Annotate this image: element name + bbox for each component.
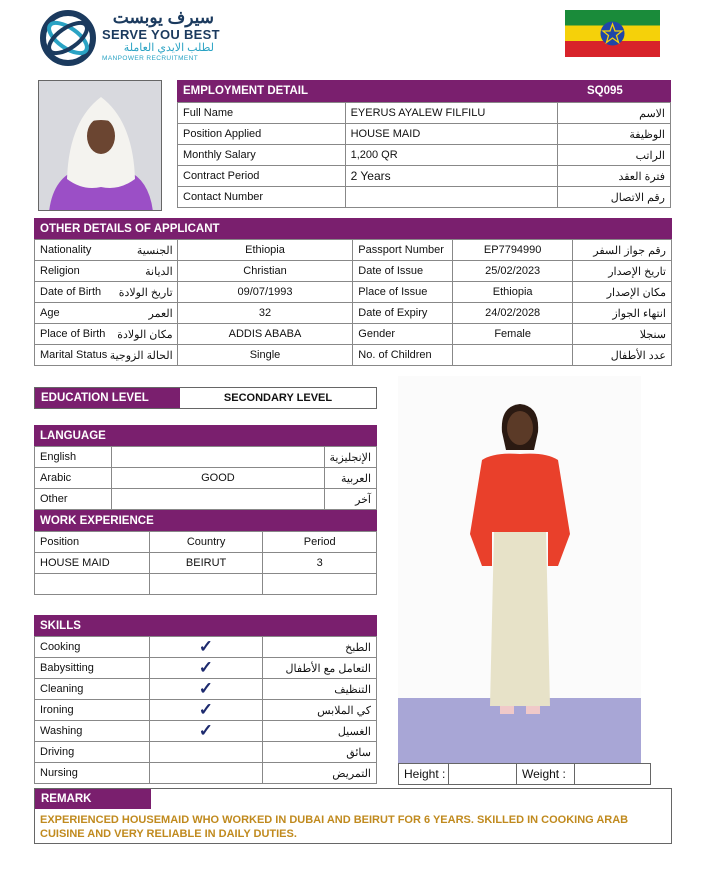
employment-label: Contract Period [178,166,346,187]
checkmark-icon [149,763,262,784]
measurements-row [398,763,651,785]
other-details-row [35,324,672,345]
other-value-2: 25/02/2023 [453,261,573,282]
applicant-code: SQ095 [587,85,623,97]
other-label: Religion [40,265,80,277]
language-row [35,447,377,468]
education-level-row [34,387,377,409]
employment-arabic-label: فترة العقد [558,166,671,187]
skill-label: Ironing [35,700,150,721]
language-arabic-label: الإنجليزية [324,447,377,468]
work-cell: HOUSE MAID [35,553,150,574]
applicant-full-body-photo [398,376,641,763]
weight-value [575,764,650,784]
other-value-2: 24/02/2028 [453,303,573,324]
other-value-2: EP7794990 [453,240,573,261]
checkmark-icon: ✓ [149,721,262,742]
skills-table [34,636,377,784]
work-column-header: Period [263,532,377,553]
language-arabic-label: العربية [324,468,377,489]
skill-row [35,637,377,658]
other-arabic-label: تاريخ الولادة [118,287,173,299]
work-cell [149,574,263,595]
other-label: Date of Birth [40,286,102,298]
skill-label: Cooking [35,637,150,658]
employment-value [345,187,558,208]
other-details-row [35,345,672,366]
other-arabic-label-2: انتهاء الجواز [573,303,672,324]
employment-row [178,145,671,166]
other-value-2 [453,345,573,366]
other-details-header: OTHER DETAILS OF APPLICANT [34,218,672,239]
skill-row [35,679,377,700]
employment-label: Position Applied [178,124,346,145]
employment-detail-table [177,102,671,208]
skill-arabic-label: الغسيل [263,721,377,742]
other-arabic-label-2: عدد الأطفال [573,345,672,366]
employment-detail-title: EMPLOYMENT DETAIL [183,85,309,97]
skill-arabic-label: الطبخ [263,637,377,658]
employment-row [178,187,671,208]
education-level-label: EDUCATION LEVEL [35,388,180,408]
logo-english-title: SERVE YOU BEST [102,27,220,42]
other-label-2: Place of Issue [353,282,453,303]
logo-subtitle: MANPOWER RECRUITMENT [102,55,199,62]
other-label-2: Gender [353,324,453,345]
language-label: Other [35,489,112,510]
work-row [35,553,377,574]
language-table [34,446,377,510]
work-cell [35,574,150,595]
language-row [35,468,377,489]
language-level [112,489,324,510]
other-label-pair [35,282,178,303]
weight-label: Weight : [517,764,575,784]
employment-label: Full Name [178,103,346,124]
height-value [449,764,517,784]
skills-header: SKILLS [34,615,377,636]
employment-detail-section [177,80,671,208]
other-details-row [35,282,672,303]
employment-arabic-label: الراتب [558,145,671,166]
skill-label: Cleaning [35,679,150,700]
other-arabic-label: الجنسية [136,245,173,257]
employment-detail-header [177,80,671,102]
other-label: Marital Status [40,349,108,361]
other-label-pair [35,303,178,324]
checkmark-icon: ✓ [149,658,262,679]
other-arabic-label-2: رقم جواز السفر [573,240,672,261]
employment-row [178,124,671,145]
ethiopia-flag-icon [565,10,660,57]
other-arabic-label: الحالة الزوجية [109,350,173,362]
employment-arabic-label: الوظيفة [558,124,671,145]
remark-header: REMARK [35,789,151,809]
other-arabic-label: الديانة [145,266,173,278]
other-details-row [35,261,672,282]
employment-label: Contact Number [178,187,346,208]
skill-row [35,763,377,784]
other-label-2: Passport Number [353,240,453,261]
work-cell [263,574,377,595]
skill-arabic-label: التعامل مع الأطفال [263,658,377,679]
company-logo [38,10,228,66]
other-arabic-label-2: تاريخ الإصدار [573,261,672,282]
other-arabic-label: مكان الولادة [117,329,173,341]
other-details-section [34,218,672,366]
other-value-2: Ethiopia [453,282,573,303]
other-label-2: Date of Issue [353,261,453,282]
skill-label: Driving [35,742,150,763]
employment-value: EYERUS AYALEW FILFILU [345,103,558,124]
other-arabic-label-2: مكان الإصدار [573,282,672,303]
employment-row [178,166,671,187]
other-label-pair [35,324,178,345]
other-label: Age [40,307,60,319]
skill-label: Nursing [35,763,150,784]
employment-value: HOUSE MAID [345,124,558,145]
other-label-pair [35,345,178,366]
other-value: 09/07/1993 [177,282,353,303]
other-details-table [34,239,672,366]
employment-arabic-label: الاسم [558,103,671,124]
remark-text: EXPERIENCED HOUSEMAID WHO WORKED IN DUBAI AND BEIRUT FOR 6 YEARS. SKILLED IN COOKING ARAB CUISINE AND VERY RELIABLE IN DAILY DUTIES. [40,814,629,840]
work-row [35,574,377,595]
logo-arabic-subtitle: لطلب الايدي العاملة [123,42,214,54]
employment-row [178,103,671,124]
other-label-pair [35,240,178,261]
work-column-header: Position [35,532,150,553]
other-value: Ethiopia [177,240,353,261]
skill-row [35,742,377,763]
logo-arabic-title: سيرف يوبست [112,8,214,27]
work-cell: 3 [263,553,377,574]
checkmark-icon: ✓ [149,700,262,721]
other-label-pair [35,261,178,282]
skill-row [35,721,377,742]
other-value: Christian [177,261,353,282]
skill-arabic-label: كي الملابس [263,700,377,721]
work-header-row [35,532,377,553]
skill-label: Washing [35,721,150,742]
height-label: Height : [399,764,449,784]
language-label: English [35,447,112,468]
other-arabic-label: العمر [148,308,173,320]
employment-label: Monthly Salary [178,145,346,166]
other-details-row [35,303,672,324]
checkmark-icon: ✓ [149,637,262,658]
skill-row [35,700,377,721]
skill-arabic-label: سائق [263,742,377,763]
work-cell: BEIRUT [149,553,263,574]
other-arabic-label-2: سنجلا [573,324,672,345]
work-column-header: Country [149,532,263,553]
language-row [35,489,377,510]
language-label: Arabic [35,468,112,489]
other-value-2: Female [453,324,573,345]
employment-value: 2 Years [345,166,558,187]
employment-value: 1,200 QR [345,145,558,166]
remark-section [34,788,672,844]
skill-label: Babysitting [35,658,150,679]
other-details-row [35,240,672,261]
skill-arabic-label: التنظيف [263,679,377,700]
other-label: Place of Birth [40,328,106,340]
checkmark-icon: ✓ [149,679,262,700]
language-level [112,447,324,468]
work-experience-table [34,531,377,595]
other-value: 32 [177,303,353,324]
other-label-2: No. of Children [353,345,453,366]
skill-row [35,658,377,679]
applicant-portrait-photo [38,80,162,211]
other-value: Single [177,345,353,366]
employment-arabic-label: رقم الاتصال [558,187,671,208]
other-value: ADDIS ABABA [177,324,353,345]
other-label: Nationality [40,244,92,256]
other-label-2: Date of Expiry [353,303,453,324]
checkmark-icon [149,742,262,763]
language-header: LANGUAGE [34,425,377,446]
work-experience-header: WORK EXPERIENCE [34,510,377,531]
education-level-value: SECONDARY LEVEL [223,392,333,404]
left-lower-section [34,425,377,784]
language-arabic-label: آخر [324,489,377,510]
logo-emblem-icon [38,10,100,66]
skill-arabic-label: التمريض [263,763,377,784]
language-level: GOOD [112,468,324,489]
